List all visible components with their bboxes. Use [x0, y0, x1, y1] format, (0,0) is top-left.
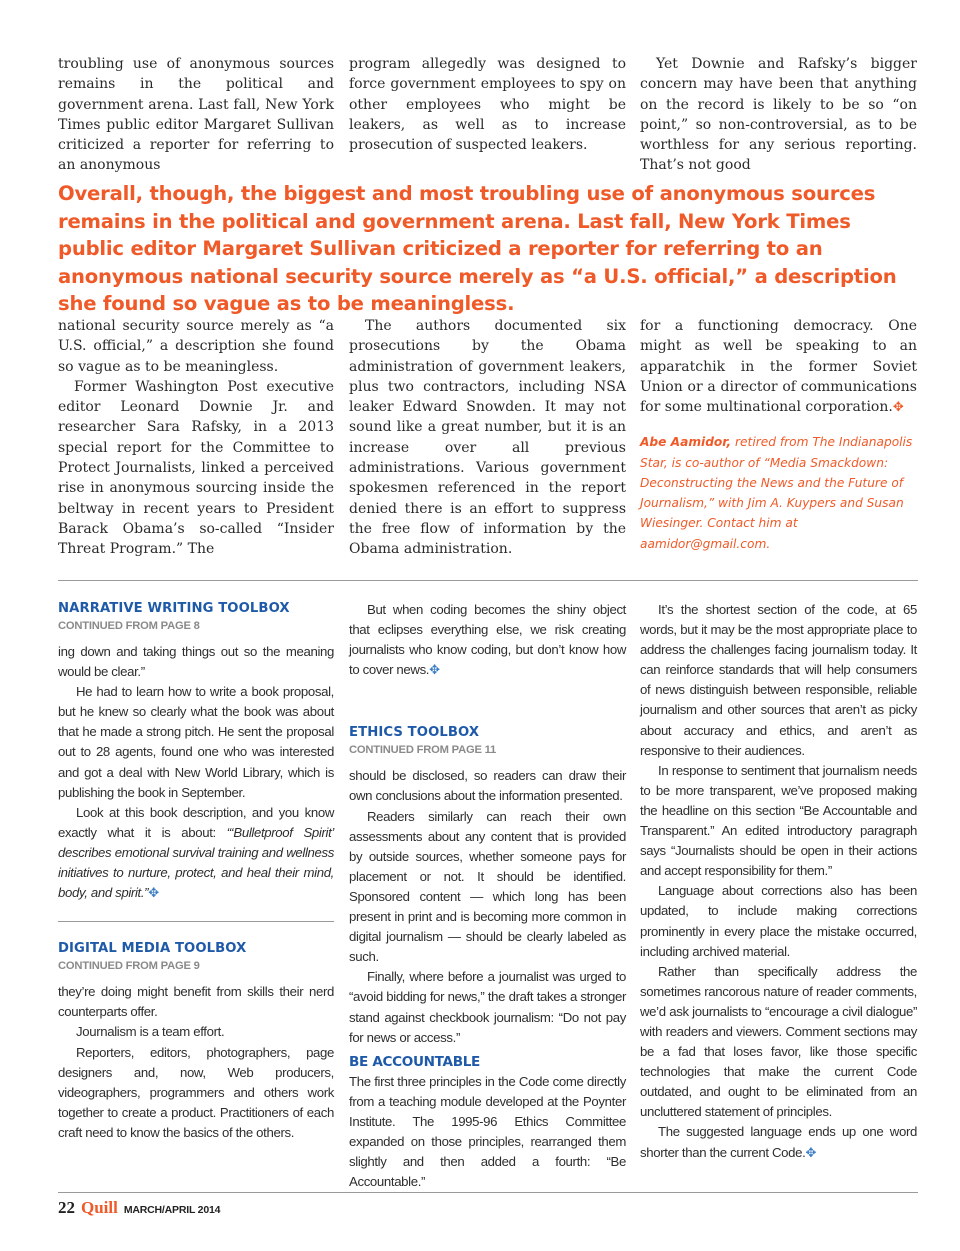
body-text: The authors documented six prosecutions by the Obama administration of government leakers, plus two contractors, including NSA leaker Edward Snowden. It may not sound like a great number, but it is an increase over all previous administrations. Various government spokesmen referenced in the report denied there is an effort to suppress the free flow of information by the Obama administration. — [349, 318, 626, 558]
body-text: It’s the shortest section of the code, at 65 words, but it may be the most appropriate place to address the challenges facing journalism today. It can reinforce standards that will help consumers of news distinguish between responsible, reliable journalism and other sources that aren’t as picky about accuracy and ethics, and aren’t as responsive to their audiences. — [640, 602, 917, 758]
article-column-2-mid — [349, 316, 626, 560]
page-number: 22 — [58, 1198, 75, 1217]
be-accountable-heading: BE ACCOUNTABLE — [349, 1053, 480, 1070]
end-mark-icon: ✥ — [805, 1144, 816, 1160]
article-column-3-top — [640, 54, 917, 176]
body-text — [349, 600, 626, 680]
body-text: program allegedly was designed to force government employees to spy on other employees who might be leakers, as well as to increase prosecution of suspected leakers. — [349, 56, 626, 154]
narrative-toolbox-heading: NARRATIVE WRITING TOOLBOX — [58, 601, 290, 616]
body-text: In response to sentiment that journalism needs to be more transparent, we’ve proposed making the headline on this section “Be Accountable and Transparent.” An edited introductory paragraph says “Journalists should be open in their actions and accept responsibility for them.” — [640, 762, 917, 879]
column-divider — [58, 921, 334, 922]
ethics-toolbox-heading: ETHICS TOOLBOX — [349, 725, 480, 741]
body-text: Reporters, editors, photographers, page designers and, now, Web producers, videographers, programmers and others work together to create a product. Practitioners of each craft need to know the basics of the others. — [58, 1044, 334, 1140]
end-mark-icon: ✥ — [429, 662, 440, 678]
body-text: Journalism is a team effort. — [76, 1024, 225, 1040]
pull-quote: Overall, though, the biggest and most troubling use of anonymous sources remains in the political and government arena. Last fall, New York Times public editor Margaret Sullivan criticized a reporter for referring to an anonymous national security source merely as “a U.S. official,” a description she found so vague as to be meaningless. — [58, 182, 897, 315]
digital-toolbox-heading: DIGITAL MEDIA TOOLBOX — [58, 941, 247, 957]
body-text: Finally, where before a journalist was urged to “avoid bidding for news,” the draft takes a stronger stand against checkbook journalism: “Do not pay for news or access.” — [349, 969, 626, 1045]
body-text: troubling use of anonymous sources remains in the political and government arena. Last fall, New York Times public editor Margaret Sullivan criticized a reporter for referring to an anonymous — [58, 56, 334, 174]
issue-date: MARCH/APRIL 2014 — [123, 1204, 221, 1216]
footer-divider — [58, 1192, 918, 1193]
section-divider — [58, 580, 918, 581]
body-text: national security source merely as “a U.S. official,” a description she found so vague as to be meaningless. — [58, 318, 334, 375]
page-footer — [58, 1198, 220, 1220]
end-mark-icon: ✥ — [148, 885, 159, 901]
author-bio — [640, 432, 917, 553]
toolbox-column-3 — [640, 600, 917, 1163]
ethics-continued-label: CONTINUED FROM PAGE 11 — [349, 744, 497, 757]
digital-continued-label: CONTINUED FROM PAGE 9 — [58, 960, 200, 973]
body-text: Former Washington Post executive editor Leonard Downie Jr. and researcher Sara Rafsky, in a 2013 special report for the Committee to Protect Journalists, linked a perceived rise in anonymous sourcing inside the beltway in recent years to President Barack Obama’s so-called “Insider Threat Program.” The — [58, 378, 334, 558]
body-text: Yet Downie and Rafsky’s bigger concern may have been that anything on the record is likely to be so “on point,” so non-controversial, as to be worthless for any serious reporting. That’s not good — [640, 56, 917, 174]
article-column-1-top — [58, 54, 334, 176]
body-text: The first three principles in the Code come directly from a teaching module developed at the Poynter Institute. The 1995-96 Ethics Committee expanded on those principles, rearranged them slightly and then added a fourth: “Be Accountable.” — [349, 1073, 626, 1190]
toolbox-column-2 — [349, 600, 626, 1192]
toolbox-column-1 — [58, 600, 334, 1143]
body-text: Rather than specifically address the sometimes rancorous nature of reader comments, we’d ask journalists to “encourage a civil dialogue” with readers and viewers. Comment sections may be a fad that loses favor, like those specific technologies that make the current Code outdated, and ought to be eliminated from an uncluttered statement of principles. — [640, 963, 917, 1120]
author-bio-text: retired from The Indianapolis Star, is co-author of “Media Smackdown: Deconstructing the News and the Future of Journalism,” with Jim A. Kuypers and Susan Wiesinger. Contact him at aamidor@gmail.com. — [640, 435, 913, 551]
body-text — [58, 803, 334, 903]
article-column-3-mid — [640, 316, 917, 554]
body-text-span: But when coding becomes the shiny object that eclipses everything else, we risk creating journalists who know coding, but don’t know how to cover news. — [349, 602, 626, 678]
body-text: Readers similarly can reach their own assessments about any content that is provided by outside sources, whether someone pays for placement or not. It should be identified. Sponsored content — which long has been present in print and is becoming more common in digital journalism — should be clearly labeled as such. — [349, 808, 626, 965]
book-description: “‘Bulletproof Spirit’ describes emotional survival training and wellness initiatives to nurture, protect, and heal their mind, body, and spirit.” — [58, 824, 334, 901]
body-text — [640, 1122, 917, 1162]
article-column-2-top — [349, 54, 626, 155]
body-text: Language about corrections also has been updated, to include making corrections prominently in every place the mistake occurred, including archived material. — [640, 883, 917, 959]
body-text: ing down and taking things out so the meaning would be clear.” — [58, 644, 334, 680]
body-text-span: for a functioning democracy. One might as well be speaking to an apparatchik in the former Soviet Union or a director of communications for some multinational corporation. — [640, 318, 917, 416]
body-text-span: Look at this book description, and you know exactly what it is about: — [58, 804, 334, 840]
body-text-span: The suggested language ends up one word shorter than the current Code. — [640, 1124, 917, 1160]
body-text — [640, 316, 917, 418]
narrative-continued-label: CONTINUED FROM PAGE 8 — [58, 620, 200, 632]
body-text: should be disclosed, so readers can draw their own conclusions about the information presented. — [349, 768, 626, 804]
body-text: they’re doing might benefit from skills their nerd counterparts offer. — [58, 984, 334, 1020]
magazine-logo: Quill — [81, 1198, 118, 1217]
author-name: Abe Aamidor, — [640, 435, 732, 450]
body-text: He had to learn how to write a book proposal, but he knew so clearly what the book was about that he made a strong pitch. He sent the proposal out to 28 agents, found one who was interested and got a deal with New World Library, which is publishing the book in September. — [58, 684, 334, 800]
end-mark-icon: ✥ — [892, 400, 904, 416]
article-column-1-mid — [58, 316, 334, 560]
